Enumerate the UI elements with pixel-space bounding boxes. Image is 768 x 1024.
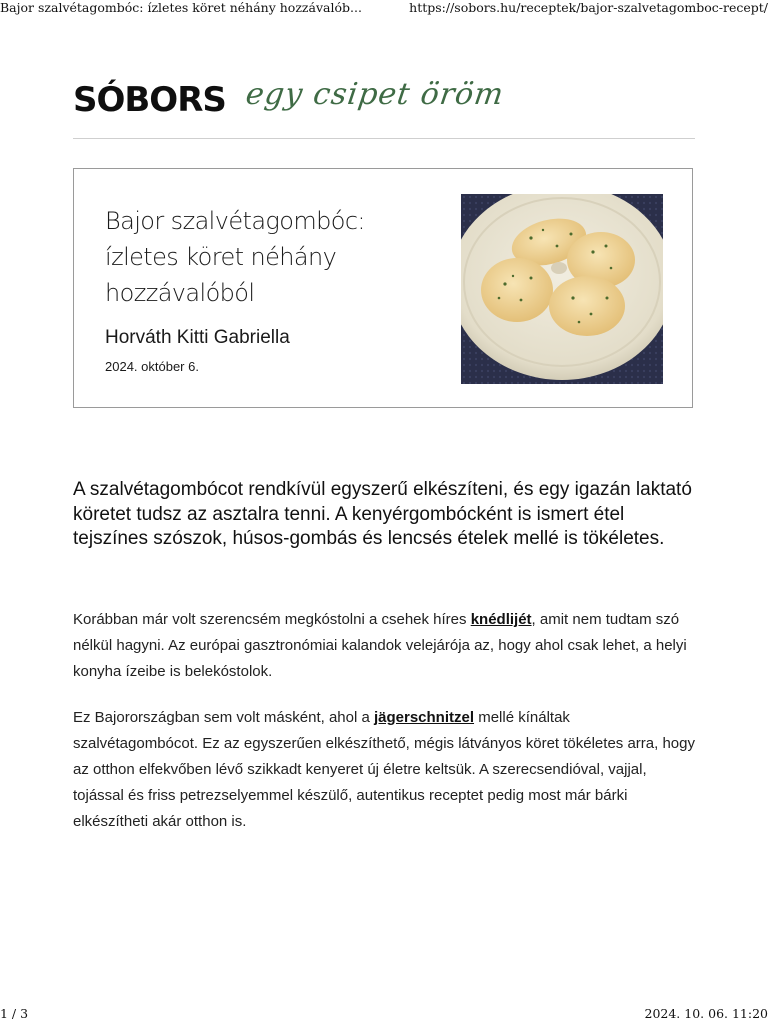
print-header (0, 0, 768, 18)
article-date: 2024. október 6. (105, 359, 199, 374)
site-logo[interactable]: SÓBORS (73, 80, 226, 120)
article-paragraph-2 (73, 705, 698, 835)
jagerschnitzel-link[interactable]: jägerschnitzel (373, 709, 475, 726)
paragraph-2-text-end: mellé kínáltak szalvétagombócot. Ez az egyszerűen elkészíthető, mégis látványos köret tökéletes arra, hogy az otthon elfekvőben lévő szikkadt kenyeret új életre keltsük. A szerecsendióval, vajjal, tojással és friss petrezselyemmel készülő, autentikus receptet pedig most már bárki elkészítheti akár otthon is. (73, 709, 695, 830)
paragraph-1-text-start: Korábban már volt szerencsém megkóstolni a csehek híres (73, 611, 471, 628)
dumpling-photo-illustration (461, 194, 663, 384)
article-paragraph-1 (73, 607, 698, 685)
dumpling-photo (461, 194, 663, 384)
site-tagline: egy csipet öröm (243, 77, 507, 112)
knedli-link[interactable]: knédlijét (470, 611, 532, 628)
article-title: Bajor szalvétagombóc: ízletes köret néhány hozzávalóból (105, 207, 365, 307)
article-hero-card (73, 168, 693, 408)
print-timestamp: 2024. 10. 06. 11:20 (644, 1006, 768, 1021)
article-lead: A szalvétagombócot rendkívül egyszerű elkészíteni, és egy igazán laktató köretet tudsz az asztalra tenni. A kenyérgombócként is ismert étel tejszínes szószok, húsos-gombás és lencsés ételek mellé is tökéletes. (73, 479, 692, 549)
print-footer (0, 1006, 768, 1022)
paragraph-1-text-end: , amit nem tudtam szó nélkül hagyni. Az európai gasztronómiai kalandok velejárója az, hogy ahol csak lehet, a helyi konyha ízeibe is belekóstolok. (73, 611, 687, 680)
paragraph-2-text-start: Ez Bajorországban sem volt másként, ahol a (73, 709, 374, 726)
print-url: https://sobors.hu/receptek/bajor-szalvetagomboc-recept/ (409, 0, 768, 15)
article-author: Horváth Kitti Gabriella (105, 327, 290, 348)
site-header (73, 72, 695, 139)
print-page-title: Bajor szalvétagombóc: ízletes köret néhány hozzávalób... (0, 0, 362, 15)
print-page-number: 1 / 3 (0, 1006, 29, 1021)
